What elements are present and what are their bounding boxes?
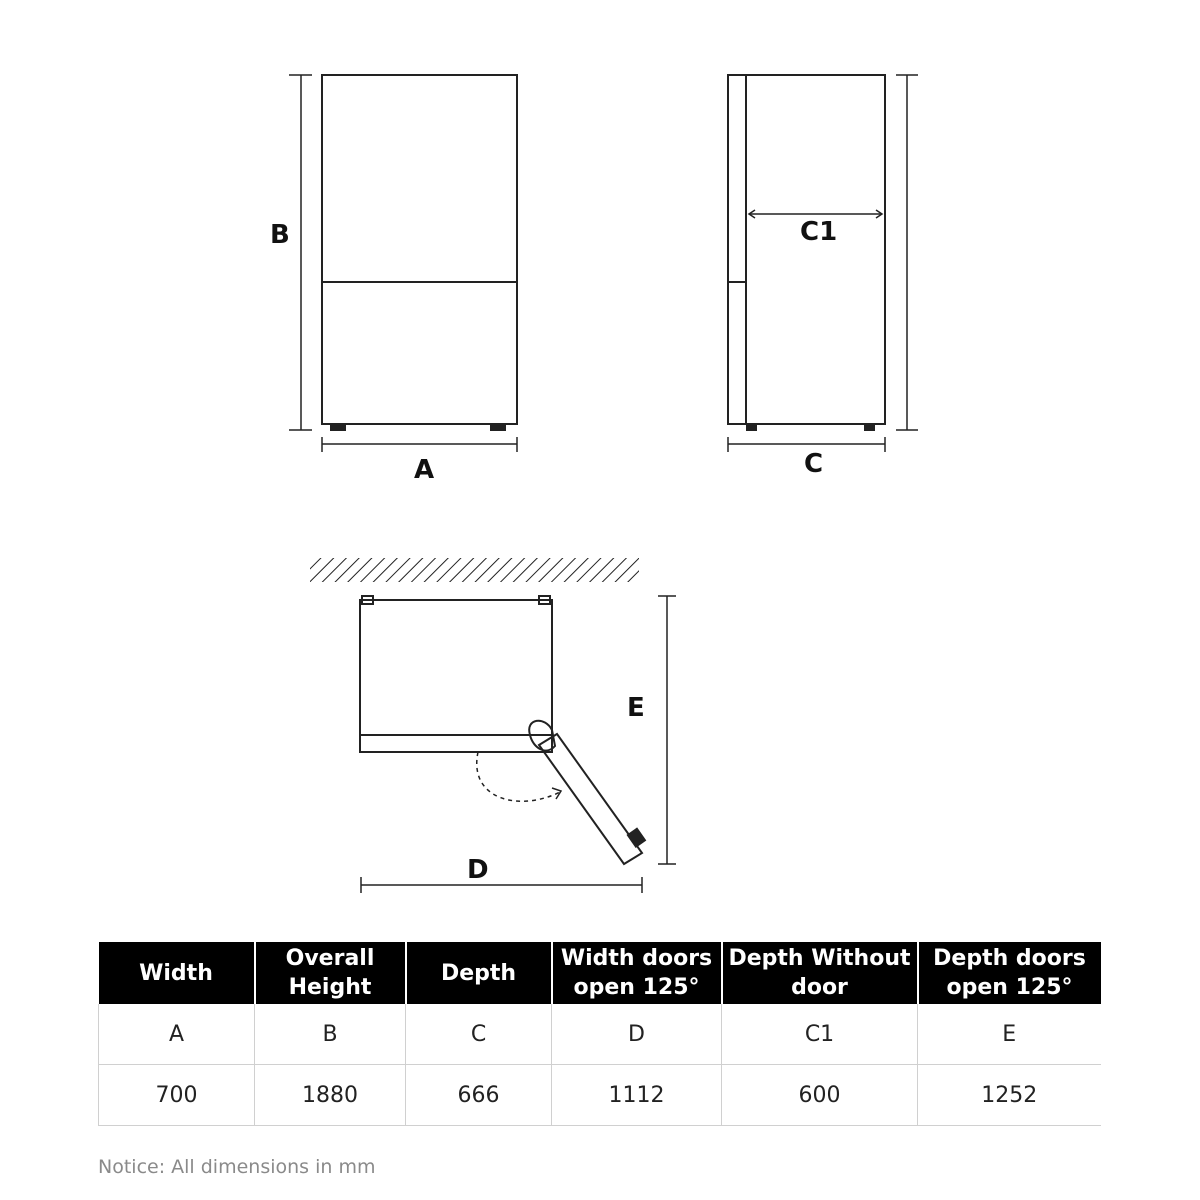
side-foot-left [747, 424, 756, 430]
label-c: C [804, 449, 824, 479]
front-body [322, 75, 517, 424]
top-body [360, 600, 552, 752]
door-swing-arc [477, 752, 560, 801]
table-cell: C1 [722, 1004, 918, 1065]
dimension-line-a [322, 437, 517, 452]
label-c1: C1 [800, 217, 838, 247]
header-depth: Depth [406, 942, 552, 1004]
table-cell: 600 [722, 1065, 918, 1126]
dimension-line-e [658, 596, 676, 864]
table-cell: 1112 [552, 1065, 722, 1126]
front-foot-left [331, 424, 345, 430]
header-overall-height: Overall Height [255, 942, 406, 1004]
table-cell: B [255, 1004, 406, 1065]
table-row [99, 1004, 1101, 1065]
dimension-line-d [361, 877, 642, 893]
label-b: B [270, 220, 290, 250]
dimensions-notice: Notice: All dimensions in mm [98, 1156, 376, 1178]
table-cell: 1880 [255, 1065, 406, 1126]
open-door [529, 721, 645, 864]
table-cell: A [99, 1004, 255, 1065]
header-width: Width [99, 942, 255, 1004]
wall-hatch [310, 558, 639, 582]
table-cell: C [406, 1004, 552, 1065]
label-e: E [627, 693, 645, 723]
label-a: A [414, 455, 435, 485]
dimension-line-b [289, 75, 312, 430]
table-cell: E [918, 1004, 1101, 1065]
top-view [360, 596, 676, 893]
table-cell: 666 [406, 1065, 552, 1126]
table-cell: D [552, 1004, 722, 1065]
side-body [728, 75, 885, 424]
table-row [99, 1065, 1101, 1126]
header-width-doors-open: Width doors open 125° [552, 942, 722, 1004]
side-foot-right [865, 424, 874, 430]
header-depth-without-door: Depth Without door [722, 942, 918, 1004]
table-header-row [99, 942, 1101, 1004]
table-cell: 1252 [918, 1065, 1101, 1126]
front-foot-right [491, 424, 505, 430]
dimensions-table [98, 942, 1101, 1126]
dimension-line-side-height [896, 75, 918, 430]
table-cell: 700 [99, 1065, 255, 1126]
label-d: D [467, 855, 489, 885]
header-depth-doors-open: Depth doors open 125° [918, 942, 1101, 1004]
side-view [728, 75, 918, 452]
front-view [289, 75, 517, 452]
